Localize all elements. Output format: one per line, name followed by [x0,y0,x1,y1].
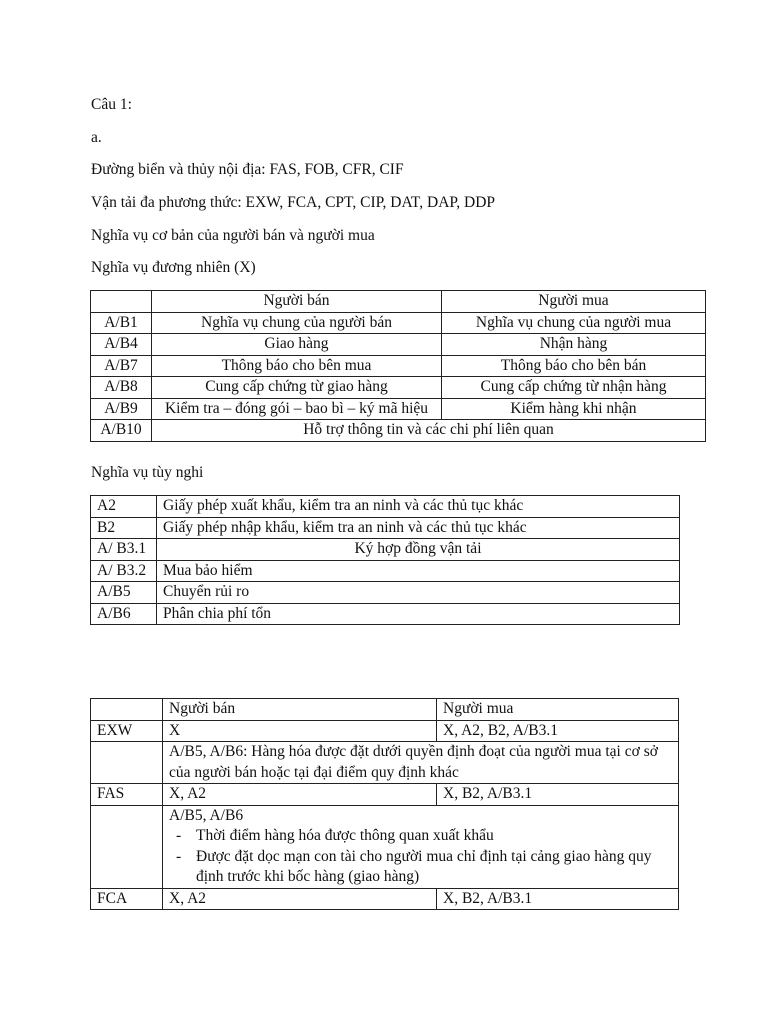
seller-cell: X, A2 [163,888,437,910]
table-row [91,582,680,604]
table-row [91,720,679,742]
natural-obligations-table [90,290,706,442]
optional-obligations-line: Nghĩa vụ tùy nghi [91,464,204,481]
buyer-cell: Cung cấp chứng từ nhận hàng [442,377,706,399]
seller-cell: Cung cấp chứng từ giao hàng [152,377,442,399]
row-code: A/ B3.1 [91,539,157,561]
part-label: a. [91,129,102,146]
buyer-cell: Thông báo cho bên bán [442,355,706,377]
table-row [91,496,680,518]
description-cell: Giấy phép xuất khẩu, kiểm tra an ninh và các thủ tục khác [157,496,680,518]
term-code: FCA [91,888,163,910]
table-row [91,539,680,561]
question-heading: Câu 1: [91,96,132,113]
basic-obligations-line: Nghĩa vụ cơ bản của người bán và người mua [91,227,375,244]
table-row [91,805,679,888]
seller-cell: X [163,720,437,742]
table-row [91,377,706,399]
seller-cell: Kiểm tra – đóng gói – bao bì – ký mã hiệu [152,398,442,420]
row-code: A/B1 [91,312,152,334]
row-code: B2 [91,517,157,539]
row-code: A/B8 [91,377,152,399]
table-row [91,398,706,420]
incoterms-table [90,698,679,910]
table-row [91,312,706,334]
multimodal-transport-line: Vận tải đa phương thức: EXW, FCA, CPT, CIP, DAT, DAP, DDP [91,194,496,211]
row-code: A/B5 [91,582,157,604]
description-cell: Mua bảo hiểm [157,560,680,582]
natural-obligations-line: Nghĩa vụ đương nhiên (X) [91,259,256,276]
table-row [91,888,679,910]
table-row [91,355,706,377]
merged-cell: Hỗ trợ thông tin và các chi phí liên quan [152,420,706,442]
row-code: A/B4 [91,334,152,356]
risk-cost-note: A/B5, A/B6: Hàng hóa được đặt dưới quyền định đoạt của người mua tại cơ sở của người bán hoặc tại đại điểm quy định khác [163,742,679,784]
row-code: A/B7 [91,355,152,377]
row-code: A/B9 [91,398,152,420]
table-row [91,742,679,784]
buyer-cell: X, A2, B2, A/B3.1 [437,720,679,742]
description-cell: Chuyển rủi ro [157,582,680,604]
table-header-row [91,291,706,313]
seller-header: Người bán [163,699,437,721]
description-cell: Ký hợp đồng vận tải [157,539,680,561]
buyer-header: Người mua [437,699,679,721]
table-row [91,420,706,442]
buyer-cell: Nhận hàng [442,334,706,356]
seller-cell: Nghĩa vụ chung của người bán [152,312,442,334]
table-row [91,560,680,582]
description-cell: Phân chia phí tổn [157,603,680,625]
seller-cell: Thông báo cho bên mua [152,355,442,377]
term-code: FAS [91,784,163,806]
seller-cell: Giao hàng [152,334,442,356]
seller-cell: X, A2 [163,784,437,806]
description-cell: Giấy phép nhập khẩu, kiểm tra an ninh và các thủ tục khác [157,517,680,539]
table-row [91,603,680,625]
note-title: A/B5, A/B6 [169,806,244,824]
row-code: A/B6 [91,603,157,625]
seller-header: Người bán [152,291,442,313]
table-row [91,784,679,806]
list-item: - Được đặt dọc mạn con tài cho người mua chỉ định tại cảng giao hàng quy định trước khi bốc hàng (giao hàng) [196,847,672,888]
row-code: A/ B3.2 [91,560,157,582]
term-code: EXW [91,720,163,742]
buyer-cell: Nghĩa vụ chung của người mua [442,312,706,334]
list-item: - Thời điểm hàng hóa được thông quan xuất khẩu [196,826,672,847]
buyer-cell: Kiểm hàng khi nhận [442,398,706,420]
row-code: A/B10 [91,420,152,442]
buyer-cell: X, B2, A/B3.1 [437,888,679,910]
buyer-header: Người mua [442,291,706,313]
sea-transport-line: Đường biển và thủy nội địa: FAS, FOB, CFR, CIF [91,161,404,178]
table-row [91,334,706,356]
optional-obligations-table [90,495,680,625]
table-header-row [91,699,679,721]
note-bullet-list [169,826,672,888]
table-row [91,517,680,539]
risk-cost-note [163,805,679,888]
buyer-cell: X, B2, A/B3.1 [437,784,679,806]
row-code: A2 [91,496,157,518]
